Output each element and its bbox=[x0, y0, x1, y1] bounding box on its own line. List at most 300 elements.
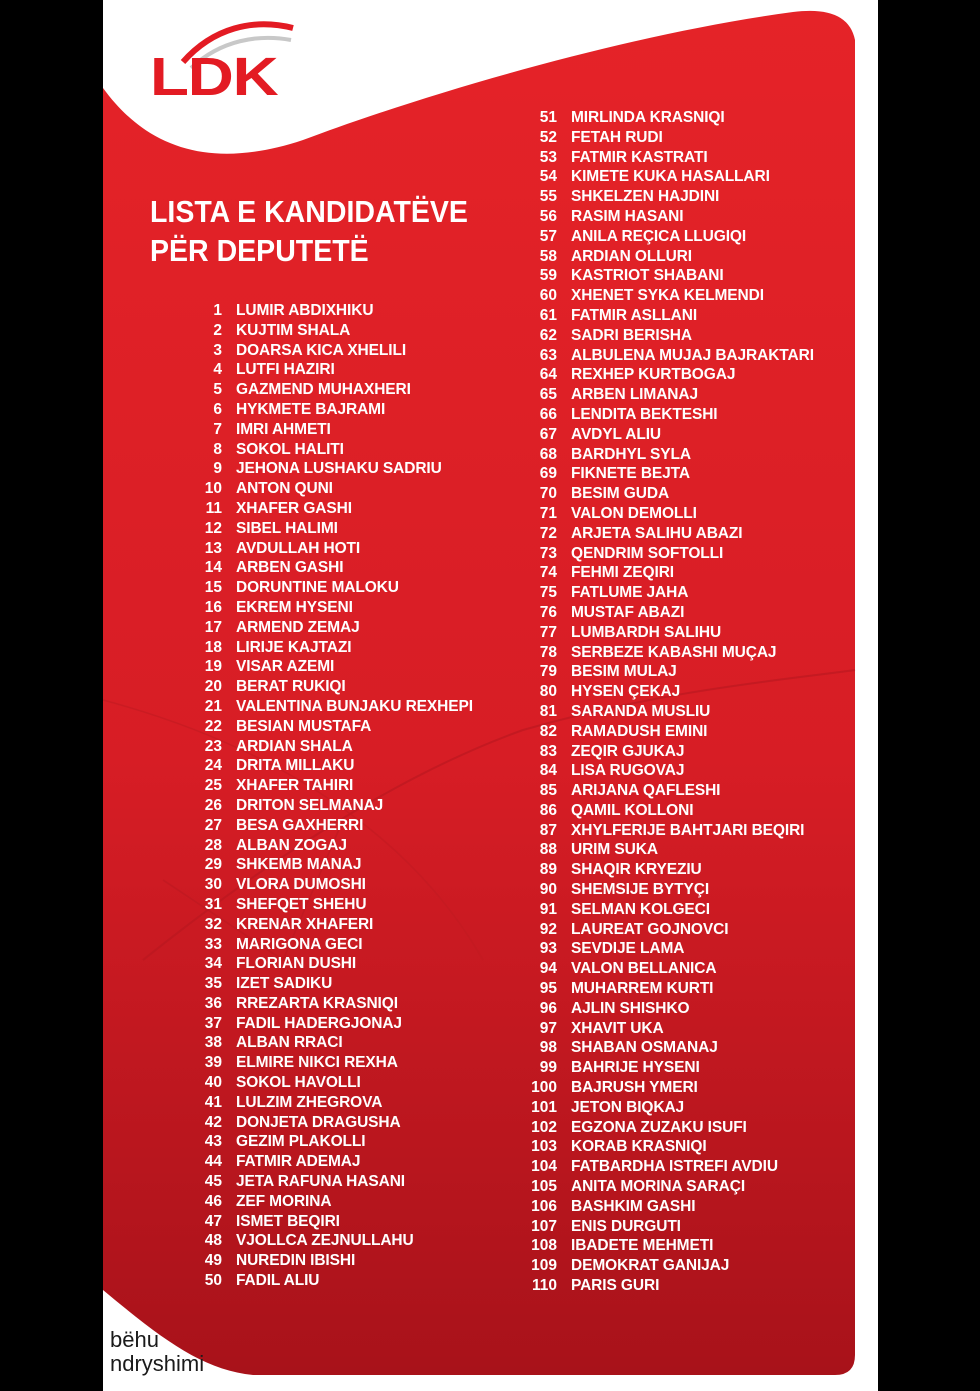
candidate-number: 42 bbox=[204, 1113, 222, 1131]
list-item bbox=[521, 1256, 814, 1276]
candidate-number: 54 bbox=[539, 168, 557, 186]
list-item bbox=[186, 638, 473, 658]
candidate-name: REXHEP KURTBOGAJ bbox=[571, 366, 736, 384]
candidate-name: SHKEMB MANAJ bbox=[236, 856, 362, 874]
candidate-name: AVDULLAH HOTI bbox=[236, 539, 361, 557]
candidate-name: ANITA MORINA SARAÇI bbox=[571, 1178, 746, 1196]
candidate-number: 60 bbox=[539, 287, 557, 305]
candidate-number: 25 bbox=[204, 777, 222, 795]
candidate-number: 96 bbox=[539, 999, 557, 1017]
candidate-name: GAZMEND MUHAXHERI bbox=[236, 381, 411, 399]
candidate-number: 66 bbox=[539, 405, 557, 423]
ldk-logo-text: LDK bbox=[150, 47, 278, 107]
list-item bbox=[186, 420, 473, 440]
list-item bbox=[521, 445, 814, 465]
candidate-number: 47 bbox=[204, 1212, 222, 1230]
candidate-number: 107 bbox=[531, 1217, 557, 1235]
candidate-number: 26 bbox=[204, 796, 222, 814]
candidate-number: 88 bbox=[539, 841, 557, 859]
candidate-number: 12 bbox=[204, 519, 222, 537]
list-item bbox=[186, 1152, 473, 1172]
list-item bbox=[521, 1137, 814, 1157]
candidate-name: FETAH RUDI bbox=[571, 128, 663, 146]
list-item bbox=[521, 959, 814, 979]
candidate-name: ARMEND ZEMAJ bbox=[236, 618, 360, 636]
list-item bbox=[521, 900, 814, 920]
list-item bbox=[521, 880, 814, 900]
candidate-number: 18 bbox=[204, 638, 222, 656]
candidate-number: 14 bbox=[204, 559, 222, 577]
candidate-number: 23 bbox=[204, 737, 222, 755]
candidate-number: 99 bbox=[539, 1059, 557, 1077]
candidate-number: 83 bbox=[539, 742, 557, 760]
candidate-number: 106 bbox=[531, 1197, 557, 1215]
list-item bbox=[186, 677, 473, 697]
candidate-number: 81 bbox=[539, 702, 557, 720]
list-item bbox=[186, 618, 473, 638]
candidate-number: 32 bbox=[204, 915, 222, 933]
candidate-name: FATBARDHA ISTREFI AVDIU bbox=[571, 1158, 778, 1176]
candidate-number: 49 bbox=[204, 1252, 222, 1270]
list-item bbox=[186, 1053, 473, 1073]
candidate-name: KRENAR XHAFERI bbox=[236, 915, 374, 933]
candidate-name: VALON DEMOLLI bbox=[571, 504, 697, 522]
candidate-name: ENIS DURGUTI bbox=[571, 1217, 681, 1235]
candidate-number: 34 bbox=[204, 955, 222, 973]
candidate-name: FADIL ALIU bbox=[236, 1272, 320, 1290]
list-item bbox=[521, 702, 814, 722]
list-item bbox=[186, 737, 473, 757]
list-item bbox=[521, 920, 814, 940]
candidate-number: 37 bbox=[204, 1014, 222, 1032]
candidate-number: 70 bbox=[539, 485, 557, 503]
list-item bbox=[521, 860, 814, 880]
candidate-number: 38 bbox=[204, 1034, 222, 1052]
candidate-list-column-1 bbox=[186, 301, 473, 1291]
list-item bbox=[186, 499, 473, 519]
candidate-name: ARDIAN SHALA bbox=[236, 737, 353, 755]
candidate-number: 103 bbox=[531, 1138, 557, 1156]
candidate-name: DOARSA KICA XHELILI bbox=[236, 341, 407, 359]
list-item bbox=[186, 974, 473, 994]
list-item bbox=[521, 1019, 814, 1039]
candidate-name: ARJETA SALIHU ABAZI bbox=[571, 524, 743, 542]
candidate-number: 85 bbox=[539, 782, 557, 800]
candidate-name: SIBEL HALIMI bbox=[236, 519, 338, 537]
list-item bbox=[521, 266, 814, 286]
candidate-number: 5 bbox=[213, 381, 222, 399]
candidate-name: SOKOL HALITI bbox=[236, 440, 344, 458]
list-item bbox=[521, 1236, 814, 1256]
candidate-name: QENDRIM SOFTOLLI bbox=[571, 544, 724, 562]
list-item bbox=[521, 821, 814, 841]
candidate-name: BAHRIJE HYSENI bbox=[571, 1059, 700, 1077]
candidate-name: MARIGONA GECI bbox=[236, 935, 363, 953]
candidate-number: 76 bbox=[539, 603, 557, 621]
candidate-number: 61 bbox=[539, 306, 557, 324]
list-item bbox=[186, 301, 473, 321]
list-item bbox=[186, 519, 473, 539]
candidate-name: SEVDIJE LAMA bbox=[571, 940, 685, 958]
candidate-name: RAMADUSH EMINI bbox=[571, 722, 708, 740]
list-item bbox=[186, 657, 473, 677]
candidate-number: 20 bbox=[204, 678, 222, 696]
candidate-number: 53 bbox=[539, 148, 557, 166]
candidate-name: URIM SUKA bbox=[571, 841, 658, 859]
candidate-number: 6 bbox=[213, 400, 222, 418]
list-item bbox=[186, 558, 473, 578]
list-item bbox=[521, 207, 814, 227]
candidate-name: FATLUME JAHA bbox=[571, 584, 689, 602]
candidate-name: SADRI BERISHA bbox=[571, 326, 692, 344]
list-item bbox=[521, 939, 814, 959]
candidate-number: 89 bbox=[539, 861, 557, 879]
page-title bbox=[150, 192, 468, 270]
list-item bbox=[186, 400, 473, 420]
list-item bbox=[186, 697, 473, 717]
candidate-name: VISAR AZEMI bbox=[236, 658, 335, 676]
candidate-number: 95 bbox=[539, 980, 557, 998]
list-item bbox=[521, 108, 814, 128]
list-item bbox=[521, 682, 814, 702]
list-item bbox=[186, 598, 473, 618]
candidate-number: 50 bbox=[204, 1272, 222, 1290]
candidate-name: LULZIM ZHEGROVA bbox=[236, 1093, 383, 1111]
list-item bbox=[186, 935, 473, 955]
candidate-number: 93 bbox=[539, 940, 557, 958]
candidate-number: 109 bbox=[531, 1257, 557, 1275]
candidate-name: KASTRIOT SHABANI bbox=[571, 267, 724, 285]
candidate-name: FEHMI ZEQIRI bbox=[571, 564, 674, 582]
candidate-number: 75 bbox=[539, 584, 557, 602]
candidate-name: GEZIM PLAKOLLI bbox=[236, 1133, 366, 1151]
candidate-number: 36 bbox=[204, 994, 222, 1012]
list-item bbox=[521, 999, 814, 1019]
list-item bbox=[186, 321, 473, 341]
list-item bbox=[186, 756, 473, 776]
list-item bbox=[521, 623, 814, 643]
candidate-number: 19 bbox=[204, 658, 222, 676]
candidate-name: FATMIR KASTRATI bbox=[571, 148, 708, 166]
candidate-number: 59 bbox=[539, 267, 557, 285]
candidate-number: 35 bbox=[204, 975, 222, 993]
list-item bbox=[521, 761, 814, 781]
candidate-number: 57 bbox=[539, 227, 557, 245]
candidate-name: BASHKIM GASHI bbox=[571, 1197, 696, 1215]
candidate-name: IZET SADIKU bbox=[236, 975, 333, 993]
list-item bbox=[521, 227, 814, 247]
list-item bbox=[521, 1197, 814, 1217]
list-item bbox=[186, 1231, 473, 1251]
candidate-name: ALBULENA MUJAJ BAJRAKTARI bbox=[571, 346, 814, 364]
list-item bbox=[186, 1073, 473, 1093]
candidate-name: FIKNETE BEJTA bbox=[571, 465, 690, 483]
candidate-name: DEMOKRAT GANIJAJ bbox=[571, 1257, 730, 1275]
candidate-name: FADIL HADERGJONAJ bbox=[236, 1014, 402, 1032]
list-item bbox=[186, 459, 473, 479]
candidate-name: ARBEN LIMANAJ bbox=[571, 386, 699, 404]
candidate-number: 69 bbox=[539, 465, 557, 483]
candidate-number: 90 bbox=[539, 881, 557, 899]
list-item bbox=[186, 440, 473, 460]
list-item bbox=[521, 544, 814, 564]
list-item bbox=[186, 1172, 473, 1192]
slogan-line-2: ndryshimi bbox=[110, 1351, 205, 1376]
candidate-name: SHABAN OSMANAJ bbox=[571, 1039, 718, 1057]
list-item bbox=[186, 1014, 473, 1034]
list-item bbox=[186, 717, 473, 737]
candidate-number: 52 bbox=[539, 128, 557, 146]
candidate-name: XHAFER TAHIRI bbox=[236, 777, 354, 795]
candidate-name: SELMAN KOLGECI bbox=[571, 900, 710, 918]
list-item bbox=[521, 722, 814, 742]
candidate-name: FLORIAN DUSHI bbox=[236, 955, 357, 973]
candidate-number: 48 bbox=[204, 1232, 222, 1250]
list-item bbox=[186, 954, 473, 974]
list-item bbox=[521, 326, 814, 346]
candidate-name: AVDYL ALIU bbox=[571, 425, 661, 443]
list-item bbox=[521, 1098, 814, 1118]
candidate-name: BESIAN MUSTAFA bbox=[236, 717, 372, 735]
candidate-name: RASIM HASANI bbox=[571, 207, 684, 225]
list-item bbox=[521, 563, 814, 583]
list-item bbox=[521, 306, 814, 326]
list-item bbox=[521, 385, 814, 405]
candidate-number: 105 bbox=[531, 1178, 557, 1196]
candidate-name: DORUNTINE MALOKU bbox=[236, 579, 399, 597]
list-item bbox=[521, 1118, 814, 1138]
candidate-name: SARANDA MUSLIU bbox=[571, 702, 711, 720]
candidate-name: ARDIAN OLLURI bbox=[571, 247, 692, 265]
candidate-number: 16 bbox=[204, 598, 222, 616]
candidate-name: JETA RAFUNA HASANI bbox=[236, 1173, 405, 1191]
list-item bbox=[521, 405, 814, 425]
candidate-name: AJLIN SHISHKO bbox=[571, 999, 690, 1017]
candidate-name: NUREDIN IBISHI bbox=[236, 1252, 356, 1270]
list-item bbox=[521, 346, 814, 366]
candidate-name: SHEMSIJE BYTYÇI bbox=[571, 881, 710, 899]
candidate-name: LAUREAT GOJNOVCI bbox=[571, 920, 729, 938]
candidate-name: ANILA REÇICA LLUGIQI bbox=[571, 227, 747, 245]
candidate-number: 24 bbox=[204, 757, 222, 775]
candidate-number: 7 bbox=[213, 420, 222, 438]
list-item bbox=[521, 979, 814, 999]
candidate-name: RREZARTA KRASNIQI bbox=[236, 994, 398, 1012]
candidate-name: ARBEN GASHI bbox=[236, 559, 344, 577]
candidate-number: 78 bbox=[539, 643, 557, 661]
list-item bbox=[186, 360, 473, 380]
candidate-name: KIMETE KUKA HASALLARI bbox=[571, 168, 770, 186]
candidate-number: 33 bbox=[204, 935, 222, 953]
list-item bbox=[186, 341, 473, 361]
list-item bbox=[186, 776, 473, 796]
candidate-number: 44 bbox=[204, 1153, 222, 1171]
list-item bbox=[186, 796, 473, 816]
title-line-2: PËR DEPUTETË bbox=[150, 233, 369, 268]
candidate-name: BESIM GUDA bbox=[571, 485, 670, 503]
candidate-name: VALENTINA BUNJAKU REXHEPI bbox=[236, 697, 473, 715]
candidate-list-column-2 bbox=[521, 108, 814, 1296]
list-item bbox=[521, 128, 814, 148]
list-item bbox=[521, 583, 814, 603]
list-item bbox=[521, 504, 814, 524]
list-item bbox=[521, 247, 814, 267]
candidate-name: LUMIR ABDIXHIKU bbox=[236, 302, 374, 319]
candidate-name: BERAT RUKIQI bbox=[236, 678, 346, 696]
candidate-name: XHENET SYKA KELMENDI bbox=[571, 287, 764, 305]
list-item bbox=[521, 603, 814, 623]
list-item bbox=[186, 895, 473, 915]
candidate-name: ZEQIR GJUKAJ bbox=[571, 742, 685, 760]
candidate-number: 4 bbox=[213, 361, 222, 379]
candidate-number: 74 bbox=[539, 564, 557, 582]
candidate-name: LENDITA BEKTESHI bbox=[571, 405, 718, 423]
title-line-1: LISTA E KANDIDATËVE bbox=[150, 194, 468, 229]
candidate-number: 68 bbox=[539, 445, 557, 463]
list-item bbox=[186, 994, 473, 1014]
candidate-number: 51 bbox=[539, 109, 557, 126]
candidate-name: PARIS GURI bbox=[571, 1277, 660, 1295]
candidate-number: 9 bbox=[213, 460, 222, 478]
list-item bbox=[186, 1033, 473, 1053]
candidate-name: HYKMETE BAJRAMI bbox=[236, 400, 386, 418]
candidate-number: 17 bbox=[204, 618, 222, 636]
candidate-name: BAJRUSH YMERI bbox=[571, 1079, 698, 1097]
list-item bbox=[521, 1157, 814, 1177]
candidate-number: 94 bbox=[539, 960, 557, 978]
candidate-number: 92 bbox=[539, 920, 557, 938]
list-item bbox=[186, 1271, 473, 1291]
candidate-name: XHYLFERIJE BAHTJARI BEQIRI bbox=[571, 821, 805, 839]
candidate-number: 72 bbox=[539, 524, 557, 542]
list-item bbox=[521, 524, 814, 544]
candidate-name: IBADETE MEHMETI bbox=[571, 1237, 714, 1255]
list-item bbox=[521, 365, 814, 385]
candidate-name: VLORA DUMOSHI bbox=[236, 876, 366, 894]
candidate-number: 104 bbox=[531, 1158, 557, 1176]
list-item bbox=[186, 1192, 473, 1212]
candidate-number: 100 bbox=[531, 1079, 557, 1097]
candidate-name: BESIM MULAJ bbox=[571, 663, 677, 681]
list-item bbox=[521, 167, 814, 187]
candidate-name: KORAB KRASNIQI bbox=[571, 1138, 707, 1156]
candidate-number: 91 bbox=[539, 900, 557, 918]
candidate-name: ARIJANA QAFLESHI bbox=[571, 782, 721, 800]
list-item bbox=[521, 643, 814, 663]
candidate-number: 27 bbox=[204, 816, 222, 834]
candidate-name: XHAFER GASHI bbox=[236, 499, 352, 517]
candidate-number: 62 bbox=[539, 326, 557, 344]
candidate-number: 10 bbox=[204, 480, 222, 498]
candidate-number: 15 bbox=[204, 579, 222, 597]
candidate-number: 87 bbox=[539, 821, 557, 839]
list-item bbox=[521, 187, 814, 207]
candidate-number: 31 bbox=[204, 895, 222, 913]
candidate-number: 22 bbox=[204, 717, 222, 735]
candidate-number: 102 bbox=[531, 1118, 557, 1136]
list-item bbox=[521, 1058, 814, 1078]
list-item bbox=[521, 1078, 814, 1098]
candidate-name: IMRI AHMETI bbox=[236, 420, 331, 438]
candidate-name: SHAQIR KRYEZIU bbox=[571, 861, 702, 879]
candidate-name: SHEFQET SHEHU bbox=[236, 895, 367, 913]
candidate-number: 65 bbox=[539, 386, 557, 404]
candidate-number: 41 bbox=[204, 1093, 222, 1111]
candidate-number: 63 bbox=[539, 346, 557, 364]
candidate-number: 21 bbox=[204, 697, 222, 715]
candidate-number: 55 bbox=[539, 188, 557, 206]
list-item bbox=[186, 915, 473, 935]
list-item bbox=[521, 1177, 814, 1197]
list-item bbox=[521, 464, 814, 484]
list-item bbox=[521, 1038, 814, 1058]
candidate-number: 43 bbox=[204, 1133, 222, 1151]
candidate-number: 98 bbox=[539, 1039, 557, 1057]
candidate-number: 40 bbox=[204, 1074, 222, 1092]
candidate-name: ISMET BEQIRI bbox=[236, 1212, 340, 1230]
list-item bbox=[186, 855, 473, 875]
candidate-number: 110 bbox=[531, 1277, 557, 1295]
candidate-number: 1 bbox=[213, 302, 222, 319]
list-item bbox=[521, 484, 814, 504]
candidate-number: 3 bbox=[213, 341, 222, 359]
list-item bbox=[521, 801, 814, 821]
slogan-line-1: bëhu bbox=[110, 1327, 159, 1352]
list-item bbox=[186, 1093, 473, 1113]
candidate-name: LUTFI HAZIRI bbox=[236, 361, 335, 379]
candidate-name: KUJTIM SHALA bbox=[236, 321, 351, 339]
candidate-number: 2 bbox=[213, 321, 222, 339]
candidate-number: 80 bbox=[539, 683, 557, 701]
list-item bbox=[521, 840, 814, 860]
list-item bbox=[521, 1276, 814, 1296]
candidate-name: LIRIJE KAJTAZI bbox=[236, 638, 352, 656]
candidate-name: FATMIR ASLLANI bbox=[571, 306, 698, 324]
candidate-name: VALON BELLANICA bbox=[571, 960, 717, 978]
candidate-name: SOKOL HAVOLLI bbox=[236, 1074, 361, 1092]
candidate-name: ALBAN ZOGAJ bbox=[236, 836, 347, 854]
candidate-name: EKREM HYSENI bbox=[236, 598, 353, 616]
candidate-name: XHAVIT UKA bbox=[571, 1019, 664, 1037]
candidate-number: 77 bbox=[539, 623, 557, 641]
candidate-number: 67 bbox=[539, 425, 557, 443]
candidate-name: JEHONA LUSHAKU SADRIU bbox=[236, 460, 442, 478]
candidate-name: EGZONA ZUZAKU ISUFI bbox=[571, 1118, 747, 1136]
candidate-number: 84 bbox=[539, 762, 557, 780]
candidate-name: JETON BIQKAJ bbox=[571, 1098, 685, 1116]
list-item bbox=[186, 539, 473, 559]
candidate-number: 86 bbox=[539, 801, 557, 819]
candidate-name: DRITON SELMANAJ bbox=[236, 796, 384, 814]
candidate-name: BESA GAXHERRI bbox=[236, 816, 364, 834]
candidate-number: 13 bbox=[204, 539, 222, 557]
list-item bbox=[186, 1132, 473, 1152]
candidate-name: FATMIR ADEMAJ bbox=[236, 1153, 361, 1171]
candidate-number: 58 bbox=[539, 247, 557, 265]
candidate-number: 11 bbox=[205, 499, 222, 517]
list-item bbox=[186, 479, 473, 499]
candidate-name: LISA RUGOVAJ bbox=[571, 762, 685, 780]
candidate-number: 56 bbox=[539, 207, 557, 225]
candidate-name: MUSTAF ABAZI bbox=[571, 603, 685, 621]
candidate-name: SERBEZE KABASHI MUÇAJ bbox=[571, 643, 777, 661]
candidate-name: ELMIRE NIKCI REXHA bbox=[236, 1054, 398, 1072]
candidate-name: VJOLLCA ZEJNULLAHU bbox=[236, 1232, 414, 1250]
list-item bbox=[186, 875, 473, 895]
candidate-number: 64 bbox=[539, 366, 557, 384]
candidate-name: QAMIL KOLLONI bbox=[571, 801, 694, 819]
candidate-name: BARDHYL SYLA bbox=[571, 445, 691, 463]
